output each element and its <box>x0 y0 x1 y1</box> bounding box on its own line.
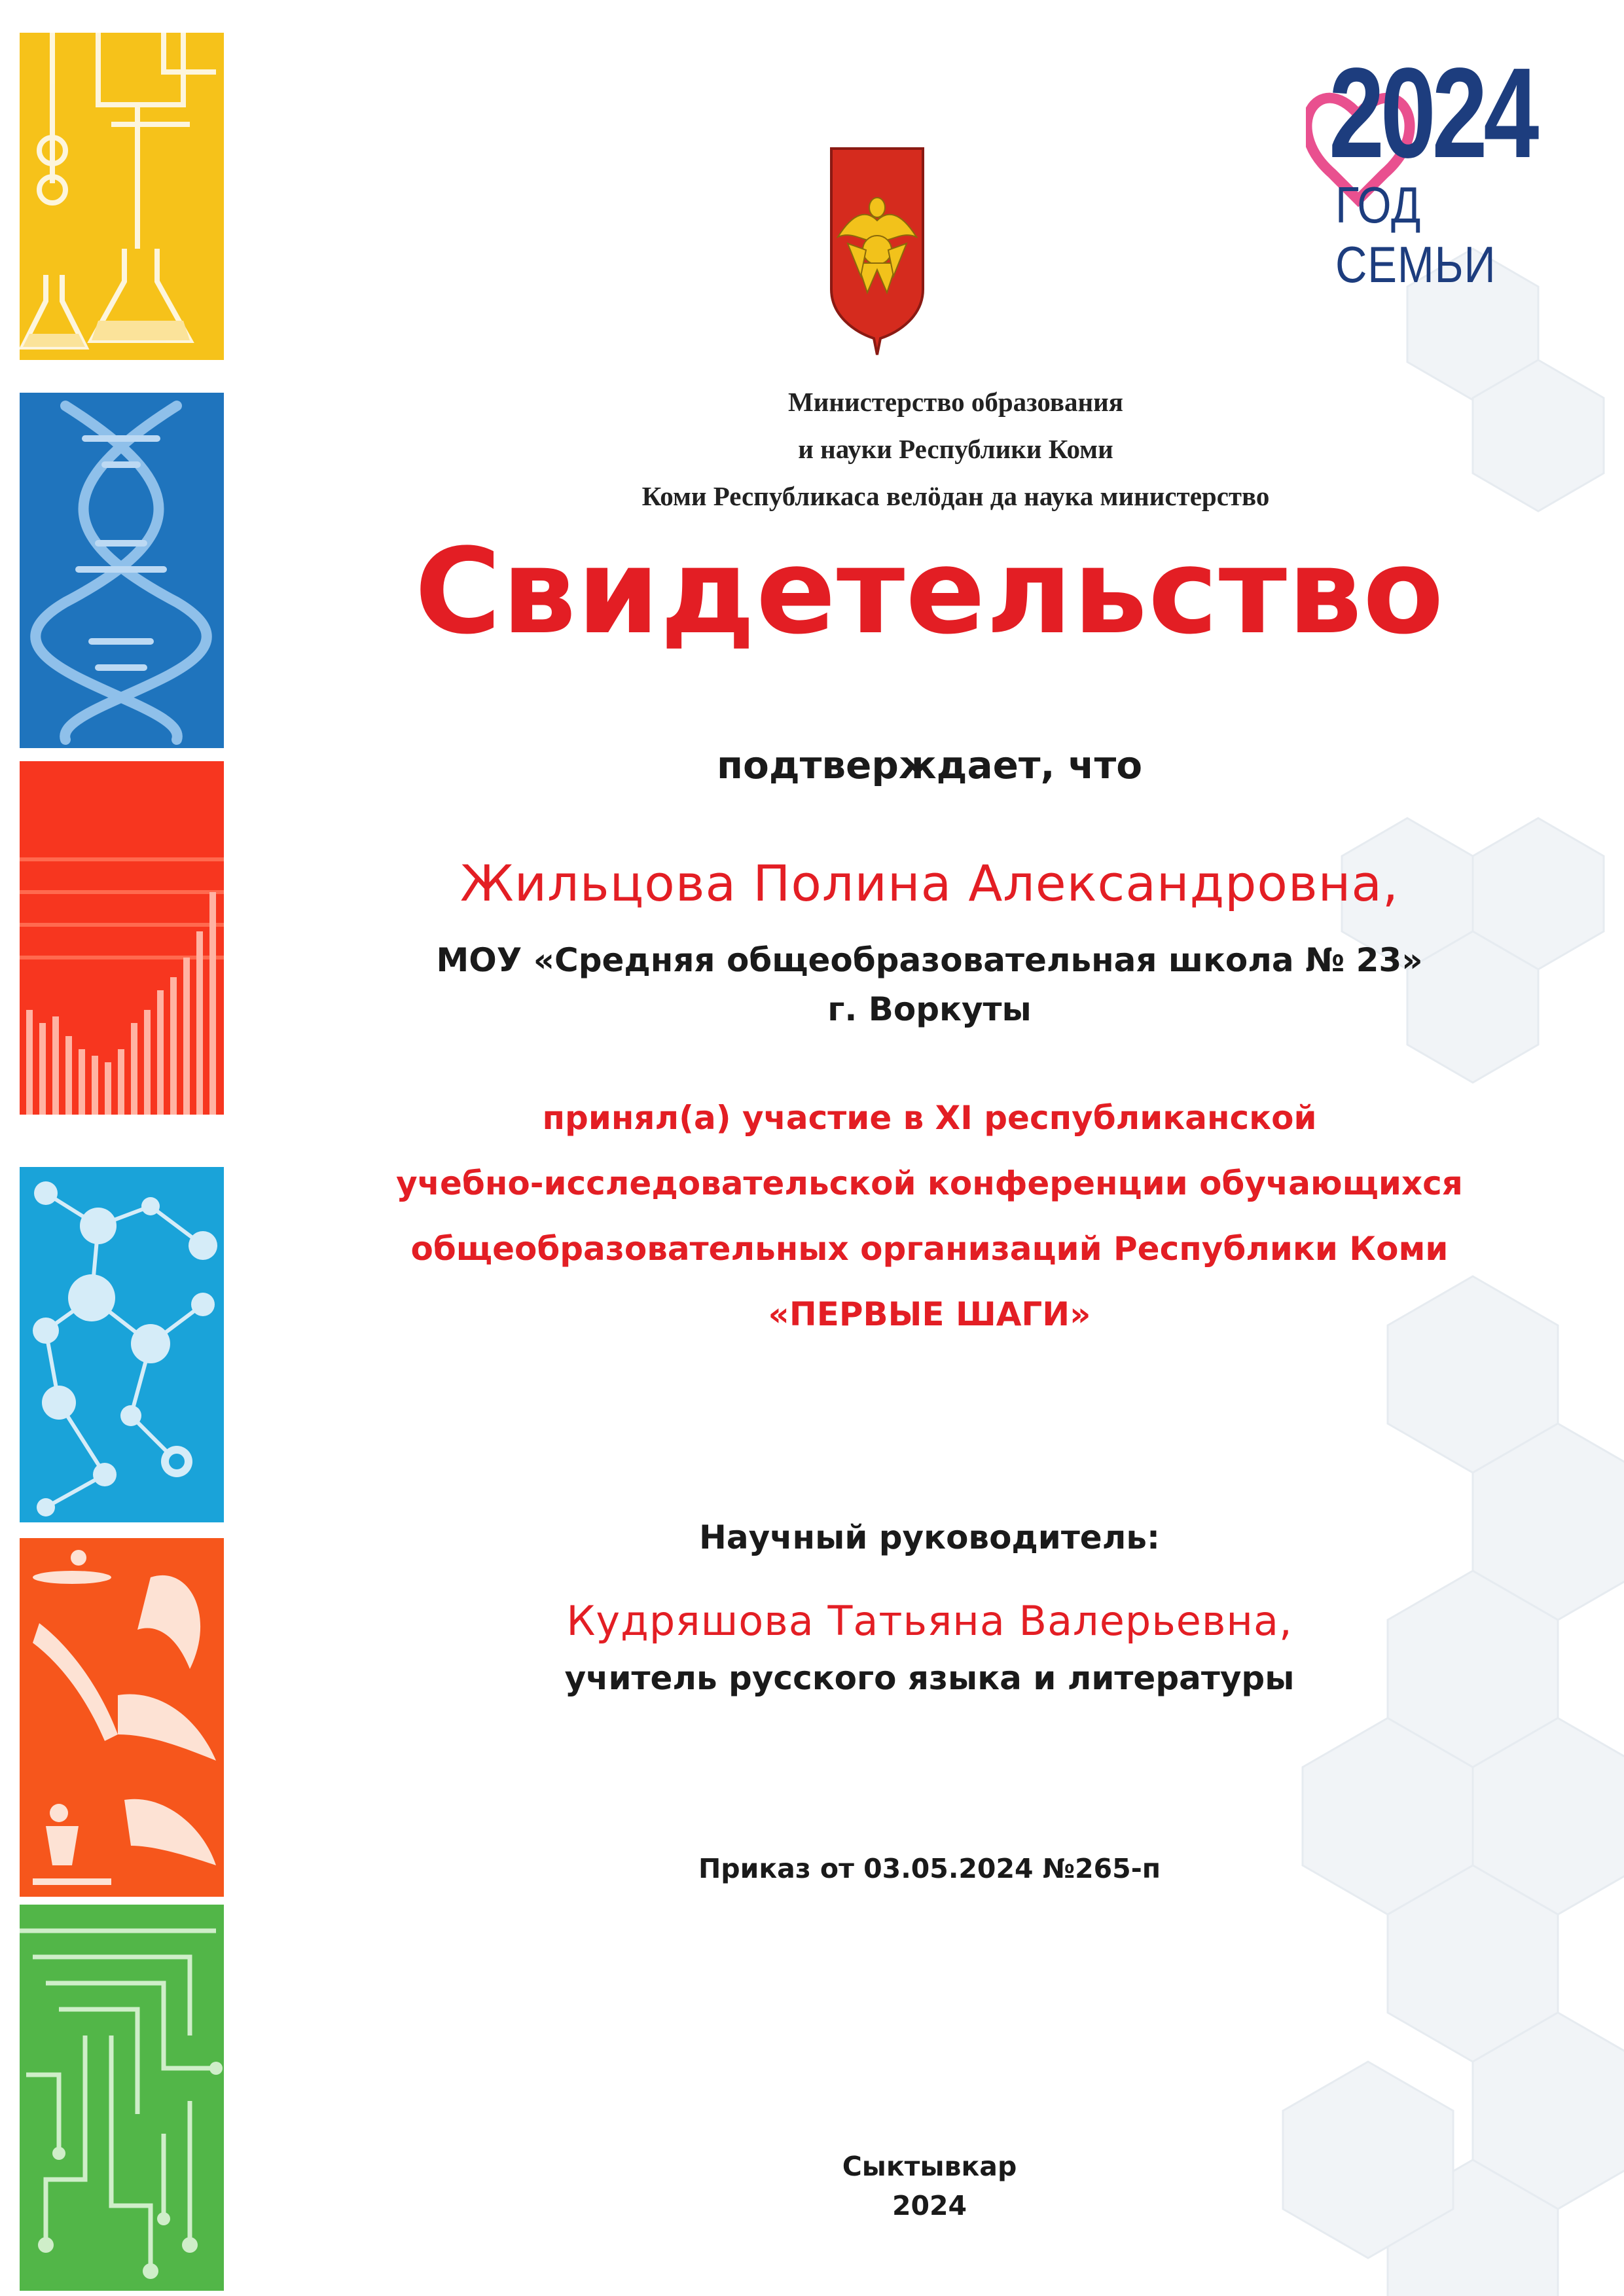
participation-text <box>275 1085 1584 1347</box>
recipient-name: Жильцова Полина Александровна, <box>460 854 1399 912</box>
ministry-line-3: Коми Республикаса велӧдан да наука министерство <box>641 481 1270 511</box>
dna-helix-icon <box>20 393 224 748</box>
ministry-line-1: Министерство образования <box>788 387 1123 417</box>
circuit-board-icon <box>20 1905 224 2291</box>
certificate-title: Свидетельство <box>414 524 1445 660</box>
komi-republic-coat-of-arms-icon <box>828 145 926 358</box>
footer-city: Сыктывкар <box>842 2151 1017 2182</box>
footer-year: 2024 <box>892 2190 967 2221</box>
chemistry-panel <box>20 33 224 360</box>
ministry-line-2: и науки Республики Коми <box>798 434 1113 464</box>
participation-line-3: общеобразовательных организаций Республики Коми <box>410 1230 1449 1268</box>
ministry-header <box>511 378 1401 520</box>
participation-line-2: учебно-исследовательской конференции обучающихся <box>396 1164 1463 1202</box>
dna-panel <box>20 393 224 748</box>
bar-chart-panel <box>20 761 224 1115</box>
school-line-2: г. Воркуты <box>827 990 1032 1028</box>
footer <box>275 2147 1584 2225</box>
order-text: Приказ от 03.05.2024 №265-п <box>698 1853 1161 1884</box>
petroglyph-panel <box>20 1538 224 1897</box>
bar-chart-icon <box>20 761 224 1115</box>
conference-name: «ПЕРВЫЕ ШАГИ» <box>768 1295 1091 1333</box>
logo-subtitle: ГОД СЕМЬИ <box>1335 176 1496 293</box>
school-line-1: МОУ «Средняя общеобразовательная школа № 23» <box>436 941 1423 979</box>
circuit-panel <box>20 1905 224 2291</box>
recipient-school <box>275 936 1584 1034</box>
lab-flask-icon <box>20 33 224 360</box>
molecule-panel <box>20 1167 224 1522</box>
petroglyph-icon <box>20 1538 224 1897</box>
confirm-text: подтверждает, что <box>716 743 1143 787</box>
molecule-icon <box>20 1167 224 1522</box>
supervisor-label: Научный руководитель: <box>699 1518 1160 1556</box>
participation-line-1: принял(а) участие в XI республиканской <box>542 1099 1317 1137</box>
logo-year: 2024 <box>1329 41 1536 185</box>
supervisor-position: учитель русского языка и литературы <box>564 1659 1295 1697</box>
supervisor-name: Кудряшова Татьяна Валерьевна, <box>566 1597 1293 1645</box>
